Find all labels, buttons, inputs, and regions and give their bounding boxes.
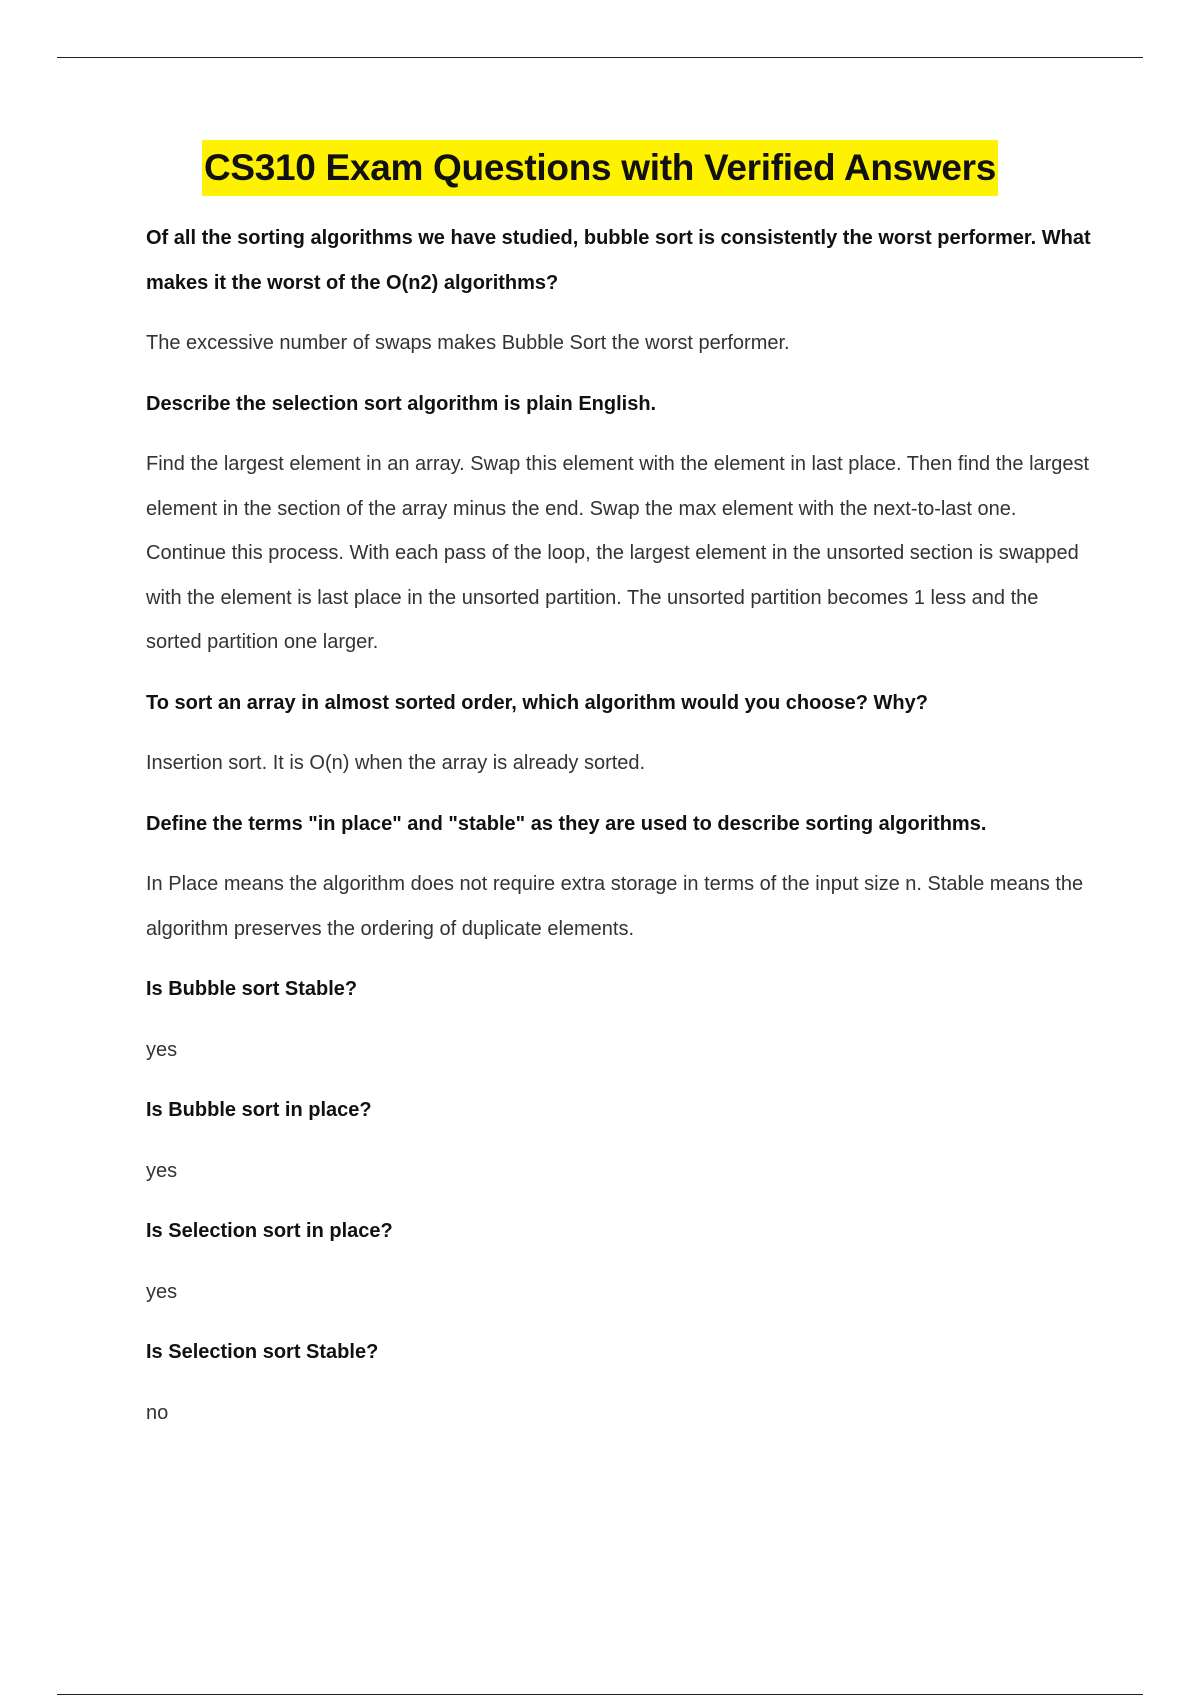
answer-7: yes [146,1280,178,1303]
document-title: CS310 Exam Questions with Verified Answers [202,140,998,196]
answer-8: no [146,1401,169,1424]
question-1: Of all the sorting algorithms we have studied, bubble sort is consistently the worst performer. What makes it the worst of the O(n2) algorithms? [146,227,1091,294]
question-6: Is Bubble sort in place? [146,1099,372,1121]
answer-2: Find the largest element in an array. Swap this element with the element in last place. Then find the largest element in the section of the array minus the end. Swap the max element with the next-to-last one. Continue this process. With each pass of the loop, the largest element in the unsorted section is swapped with the element is last place in the unsorted partition. The unsorted partition becomes 1 less and the sorted partition one larger. [146,453,1090,653]
question-2: Describe the selection sort algorithm is plain English. [146,392,657,415]
footer-rule [57,1694,1143,1695]
question-4: Define the terms "in place" and "stable" as they are used to describe sorting algorithms. [146,812,987,835]
answer-3: Insertion sort. It is O(n) when the array is already sorted. [146,752,646,774]
document-body [146,140,1096,1451]
title-container [0,140,1200,196]
question-3: To sort an array in almost sorted order, which algorithm would you choose? Why? [146,691,928,714]
answer-5: yes [146,1038,178,1061]
question-5: Is Bubble sort Stable? [146,978,358,1000]
answer-4: In Place means the algorithm does not require extra storage in terms of the input size n. Stable means the algorithm preserves the ordering of duplicate elements. [146,873,1084,940]
question-8: Is Selection sort Stable? [146,1341,379,1363]
header-rule [57,57,1143,58]
answer-1: The excessive number of swaps makes Bubble Sort the worst performer. [146,332,790,354]
question-7: Is Selection sort in place? [146,1220,393,1242]
answer-6: yes [146,1159,178,1182]
